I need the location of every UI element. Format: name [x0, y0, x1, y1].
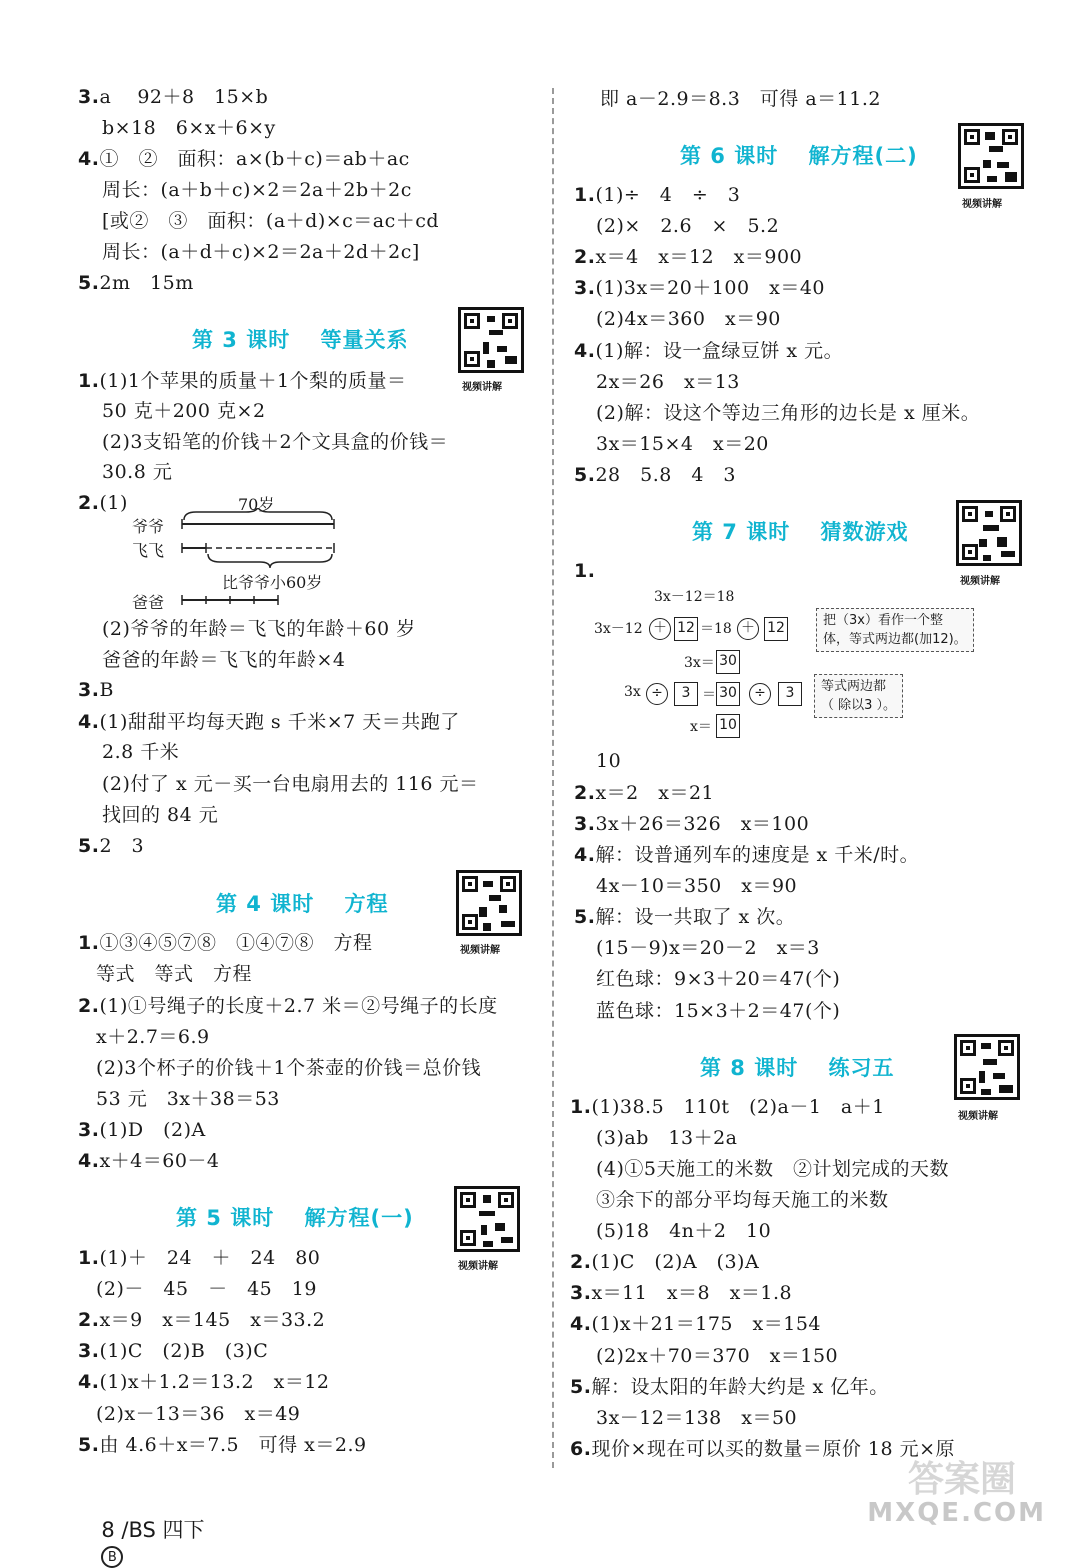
- diagram-term: ＝18: [700, 621, 732, 637]
- question-number: 1.: [78, 932, 100, 954]
- answer-line: [102, 459, 172, 485]
- answer-line: [96, 1055, 481, 1081]
- answer-text: (2)爷爷的年龄＝飞飞的年龄＋60 岁: [102, 618, 416, 640]
- question-number: 2.: [570, 1251, 592, 1273]
- answer-text: ①③④⑤⑦⑧ ①④⑦⑧ 方程: [99, 932, 373, 954]
- answer-line: [78, 146, 410, 172]
- question-number: 5.: [574, 906, 596, 928]
- qr-label: 视频讲解: [958, 1111, 998, 1122]
- age-bars: [176, 508, 346, 608]
- answer-box: 10: [716, 714, 740, 738]
- answer-text: 30.8 元: [102, 461, 173, 483]
- lesson6-title: 第 6 课时 解方程(二): [680, 144, 918, 168]
- answer-text: 3x＝15×4 x＝20: [596, 433, 769, 455]
- answer-line: [574, 275, 825, 301]
- answer-line: [596, 1218, 771, 1244]
- answer-text: (1)甜甜平均每天跑 s 千米×7 天＝共跑了: [99, 711, 460, 733]
- question-number: 5.: [574, 464, 596, 486]
- answer-text: (1)3x＝20＋100 x＝40: [595, 277, 826, 299]
- answer-text: 10: [596, 750, 622, 772]
- answer-line: [96, 1086, 280, 1112]
- lesson5-title: 第 5 课时 解方程(一): [176, 1206, 414, 1230]
- question-number: 5.: [78, 1434, 100, 1456]
- answer-text: x＝2 x＝21: [595, 782, 715, 804]
- answer-line: [78, 490, 128, 516]
- answer-text: (2)× 2.6 × 5.2: [596, 215, 780, 237]
- answer-line: [596, 748, 621, 774]
- answer-text: (1)①号绳子的长度＋2.7 米＝②号绳子的长度: [99, 995, 498, 1017]
- answer-text: 现价×现在可以买的数量＝原价 18 元×原: [591, 1438, 956, 1460]
- answer-text: 3x－12＝138 x＝50: [596, 1407, 798, 1429]
- feifei-label: 飞飞: [132, 541, 165, 560]
- lesson8-title: 第 8 课时 练习五: [700, 1056, 895, 1080]
- answer-line: [78, 1307, 325, 1333]
- qr-code-icon[interactable]: [954, 1034, 1020, 1100]
- qr-code-icon[interactable]: [958, 123, 1024, 189]
- question-number: 2.: [78, 1309, 100, 1331]
- answer-line: [78, 1117, 206, 1143]
- answer-text: 2x＝26 x＝13: [596, 371, 740, 393]
- answer-line: [102, 616, 416, 642]
- answer-line: [596, 1187, 889, 1213]
- answer-text: 3x＋26＝326 x＝100: [595, 813, 810, 835]
- answer-box: 12: [674, 617, 698, 641]
- question-number: 5.: [78, 835, 100, 857]
- answer-text: (1)x＋1.2＝13.2 x＝12: [99, 1371, 330, 1393]
- diagram-term: ＝: [702, 687, 716, 703]
- operator-circle: ÷: [646, 683, 668, 705]
- answer-line: [596, 369, 740, 395]
- answer-text: 解：设太阳的年龄大约是 x 亿年。: [591, 1376, 889, 1398]
- answer-line: [574, 182, 740, 208]
- answer-box: 30: [716, 682, 740, 706]
- answer-text: 等式 等式 方程: [96, 963, 253, 985]
- answer-text: 28 5.8 4 3: [595, 464, 737, 486]
- answer-line: [596, 1156, 949, 1182]
- answer-line: [102, 208, 439, 234]
- diagram-term: x＝: [690, 719, 712, 735]
- answer-text: (1)C (2)A (3)A: [591, 1251, 760, 1273]
- question-number: 3.: [574, 813, 596, 835]
- question-number: 3.: [78, 1119, 100, 1141]
- question-number: 4.: [78, 1371, 100, 1393]
- answer-line: [570, 1249, 759, 1275]
- diagram-equation: 3x－12＝18: [654, 589, 735, 605]
- answer-text: (5)18 4n＋2 10: [596, 1220, 772, 1242]
- age-label: 70岁: [238, 495, 275, 514]
- question-number: 4.: [78, 711, 100, 733]
- answer-line: [102, 398, 266, 424]
- answer-box: 12: [764, 617, 788, 641]
- answer-text: (1): [99, 492, 128, 514]
- lesson7-title: 第 7 课时 猜数游戏: [692, 520, 909, 544]
- answer-line: [574, 842, 919, 868]
- answer-line: [102, 647, 346, 673]
- answer-text: (2)3个杯子的价钱＋1个茶壶的价钱＝总价钱: [96, 1057, 482, 1079]
- answer-line: [102, 177, 412, 203]
- question-number: 2.: [574, 246, 596, 268]
- column-divider: [552, 88, 554, 1468]
- answer-line: [102, 771, 479, 797]
- answer-line: [78, 1432, 367, 1458]
- answer-text: 解：设一共取了 x 次。: [595, 906, 796, 928]
- answer-line: [78, 709, 460, 735]
- answer-text: (1)D (2)A: [99, 1119, 206, 1141]
- answer-box: 3: [674, 682, 698, 706]
- answer-box: 30: [716, 650, 740, 674]
- question-number: 6.: [570, 1438, 592, 1460]
- answer-text: 53 元 3x＋38＝53: [96, 1088, 280, 1110]
- watermark: MXQE.COM: [867, 1498, 1046, 1528]
- answer-line: [78, 833, 144, 859]
- page-footer: [88, 1490, 205, 1568]
- question-number: 4.: [574, 340, 596, 362]
- answer-line: [78, 1245, 320, 1271]
- answer-text: (2)2x＋70＝370 x＝150: [596, 1345, 839, 1367]
- diff-label: 比爷爷小60岁: [222, 573, 323, 592]
- edition-badge-icon: B: [101, 1546, 123, 1568]
- answer-line: [102, 239, 420, 265]
- answer-line: [570, 1374, 889, 1400]
- answer-line: [96, 1401, 300, 1427]
- answer-line: [78, 1148, 220, 1174]
- answer-line: [596, 400, 980, 426]
- answer-text: (1)x＋21＝175 x＝154: [591, 1313, 822, 1335]
- answer-line: 即 a－2.9＝8.3 可得 a＝11.2: [600, 88, 881, 110]
- answer-line: [78, 1369, 330, 1395]
- answer-line: [78, 677, 114, 703]
- answer-text: (1)38.5 110t (2)a－1 a＋1: [591, 1096, 885, 1118]
- answer-line: [596, 873, 797, 899]
- answer-line: [596, 1405, 797, 1431]
- answer-text: (15－9)x＝20－2 x＝3: [596, 937, 820, 959]
- answer-line: [78, 993, 498, 1019]
- answer-line: [78, 930, 372, 956]
- diagram-term: 3x: [624, 684, 641, 700]
- question-number: 1.: [574, 560, 596, 582]
- answer-line: [596, 213, 779, 239]
- answer-line: [596, 1125, 738, 1151]
- operator-circle: ÷: [749, 683, 771, 705]
- qr-code-icon[interactable]: [458, 307, 524, 373]
- qr-code-icon[interactable]: [456, 870, 522, 936]
- answer-line: [96, 1024, 210, 1050]
- answer-line: [96, 1276, 317, 1302]
- answer-text: x＝9 x＝145 x＝33.2: [99, 1309, 326, 1331]
- answer-line: [574, 811, 809, 837]
- answer-text: 2m 15m: [99, 272, 194, 294]
- answer-text: (1)C (2)B (3)C: [99, 1340, 269, 1362]
- answer-text: (3)ab 13＋2a: [596, 1127, 738, 1149]
- answer-text: (1)÷ 4 ÷ 3: [595, 184, 741, 206]
- answer-text: x＝4 x＝12 x＝900: [595, 246, 803, 268]
- answer-line: [570, 1311, 821, 1337]
- question-number: 3.: [78, 86, 100, 108]
- answer-text: ③余下的部分平均每天施工的米数: [596, 1189, 889, 1211]
- answer-text: 找回的 84 元: [102, 804, 219, 826]
- question-number: 4.: [78, 1150, 100, 1172]
- answer-text: 爸爸的年龄＝飞飞的年龄×4: [102, 649, 346, 671]
- answer-line: [596, 966, 840, 992]
- qr-label: 视频讲解: [460, 945, 500, 956]
- question-number: 4.: [78, 148, 100, 170]
- operator-circle: ＋: [649, 618, 671, 640]
- answer-text: 由 4.6＋x＝7.5 可得 x＝2.9: [99, 1434, 367, 1456]
- answer-text: (1)1个苹果的质量＋1个梨的质量＝: [99, 370, 407, 392]
- answer-text: (2)4x＝360 x＝90: [596, 308, 781, 330]
- answer-line: [78, 1338, 268, 1364]
- question-number: 3.: [574, 277, 596, 299]
- answer-line: [570, 1280, 792, 1306]
- answer-text: ① ② 面积：a×(b＋c)＝ab＋ac: [99, 148, 410, 170]
- answer-text: (2)－ 45 － 45 19: [96, 1278, 317, 1300]
- answer-line: [596, 935, 820, 961]
- answer-line: [596, 306, 781, 332]
- answer-line: [102, 429, 448, 455]
- watermark-cn: 答案圈: [907, 1459, 1016, 1500]
- answer-line: [78, 368, 407, 394]
- question-number: 2.: [78, 492, 100, 514]
- answer-line: [574, 462, 736, 488]
- answer-text: (2)解：设这个等边三角形的边长是 x 厘米。: [596, 402, 981, 424]
- diagram-term: 3x－12: [594, 621, 643, 637]
- answer-text: 4x－10＝350 x＝90: [596, 875, 798, 897]
- page-info: 8 /BS 四下: [101, 1518, 205, 1542]
- answer-line: [596, 431, 769, 457]
- question-number: 4.: [570, 1313, 592, 1335]
- grandpa-label: 爷爷: [132, 517, 165, 536]
- answer-text: 蓝色球：15×3＋2＝47(个): [596, 1000, 841, 1022]
- lesson4-title: 第 4 课时 方程: [216, 892, 389, 916]
- answer-text: 周长：(a＋b＋c)×2＝2a＋2b＋2c: [102, 179, 412, 201]
- answer-line: [78, 270, 194, 296]
- hint-note: 等式两边都 （ 除以3 ）。: [814, 674, 903, 718]
- question-number: 1.: [570, 1096, 592, 1118]
- answer-line: [102, 739, 179, 765]
- answer-text: B: [99, 679, 114, 701]
- question-number: 3.: [78, 679, 100, 701]
- question-number: 4.: [574, 844, 596, 866]
- answer-text: 2 3: [99, 835, 145, 857]
- diagram-term: 3x＝: [684, 655, 715, 671]
- answer-line: [78, 84, 268, 110]
- question-number: 5.: [570, 1376, 592, 1398]
- question-number: 2.: [78, 995, 100, 1017]
- answer-line: [574, 338, 843, 364]
- answer-text: (1)解：设一盒绿豆饼 x 元。: [595, 340, 844, 362]
- answer-text: 50 克＋200 克×2: [102, 400, 266, 422]
- question-number: 5.: [78, 272, 100, 294]
- operator-circle: ＋: [737, 618, 759, 640]
- dad-label: 爸爸: [132, 593, 165, 612]
- answer-text: b×18 6×x＋6×y: [102, 117, 276, 139]
- answer-text: 解：设普通列车的速度是 x 千米/时。: [595, 844, 920, 866]
- answer-text: (2)x－13＝36 x＝49: [96, 1403, 301, 1425]
- lesson3-title: 第 3 课时 等量关系: [192, 328, 409, 352]
- answer-text: (4)①5天施工的米数 ②计划完成的天数: [596, 1158, 950, 1180]
- answer-text: (1)＋ 24 ＋ 24 80: [99, 1247, 321, 1269]
- answer-line: [102, 802, 218, 828]
- answer-text: 周长：(a＋d＋c)×2＝2a＋2d＋2c]: [102, 241, 420, 263]
- answer-line: [570, 1094, 885, 1120]
- qr-code-icon[interactable]: [956, 500, 1022, 566]
- answer-text: 红色球：9×3＋20＝47(个): [596, 968, 841, 990]
- qr-label: 视频讲解: [960, 576, 1000, 587]
- answer-line: [574, 780, 714, 806]
- answer-line: [596, 998, 840, 1024]
- hint-note: 把（3x）看作一个整 体，等式两边都(加12)。: [816, 608, 974, 652]
- qr-code-icon[interactable]: [454, 1186, 520, 1252]
- answer-text: [或② ③ 面积：(a＋d)×c＝ac＋cd: [102, 210, 440, 232]
- answer-text: (2)3支铅笔的价钱＋2个文具盒的价钱＝: [102, 431, 449, 453]
- question-number: 1.: [78, 1247, 100, 1269]
- question-number: 3.: [78, 1340, 100, 1362]
- qr-label: 视频讲解: [462, 382, 502, 393]
- answer-text: x＝11 x＝8 x＝1.8: [591, 1282, 793, 1304]
- question-number: 1.: [574, 184, 596, 206]
- answer-line: [570, 1436, 955, 1462]
- answer-line: [574, 244, 802, 270]
- answer-line: [96, 961, 252, 987]
- answer-line: [574, 904, 795, 930]
- question-number: 1.: [78, 370, 100, 392]
- answer-box: 3: [778, 682, 802, 706]
- answer-text: x＋2.7＝6.9: [96, 1026, 210, 1048]
- answer-line: [596, 1343, 838, 1369]
- answer-text: x＋4＝60－4: [99, 1150, 220, 1172]
- answer-text: 2.8 千米: [102, 741, 180, 763]
- qr-label: 视频讲解: [458, 1261, 498, 1272]
- question-number: 3.: [570, 1282, 592, 1304]
- answer-text: a 92＋8 15×b: [99, 86, 269, 108]
- question-number: 2.: [574, 782, 596, 804]
- answer-text: (2)付了 x 元－买一台电扇用去的 116 元＝: [102, 773, 479, 795]
- qr-label: 视频讲解: [962, 199, 1002, 210]
- answer-line: [102, 115, 276, 141]
